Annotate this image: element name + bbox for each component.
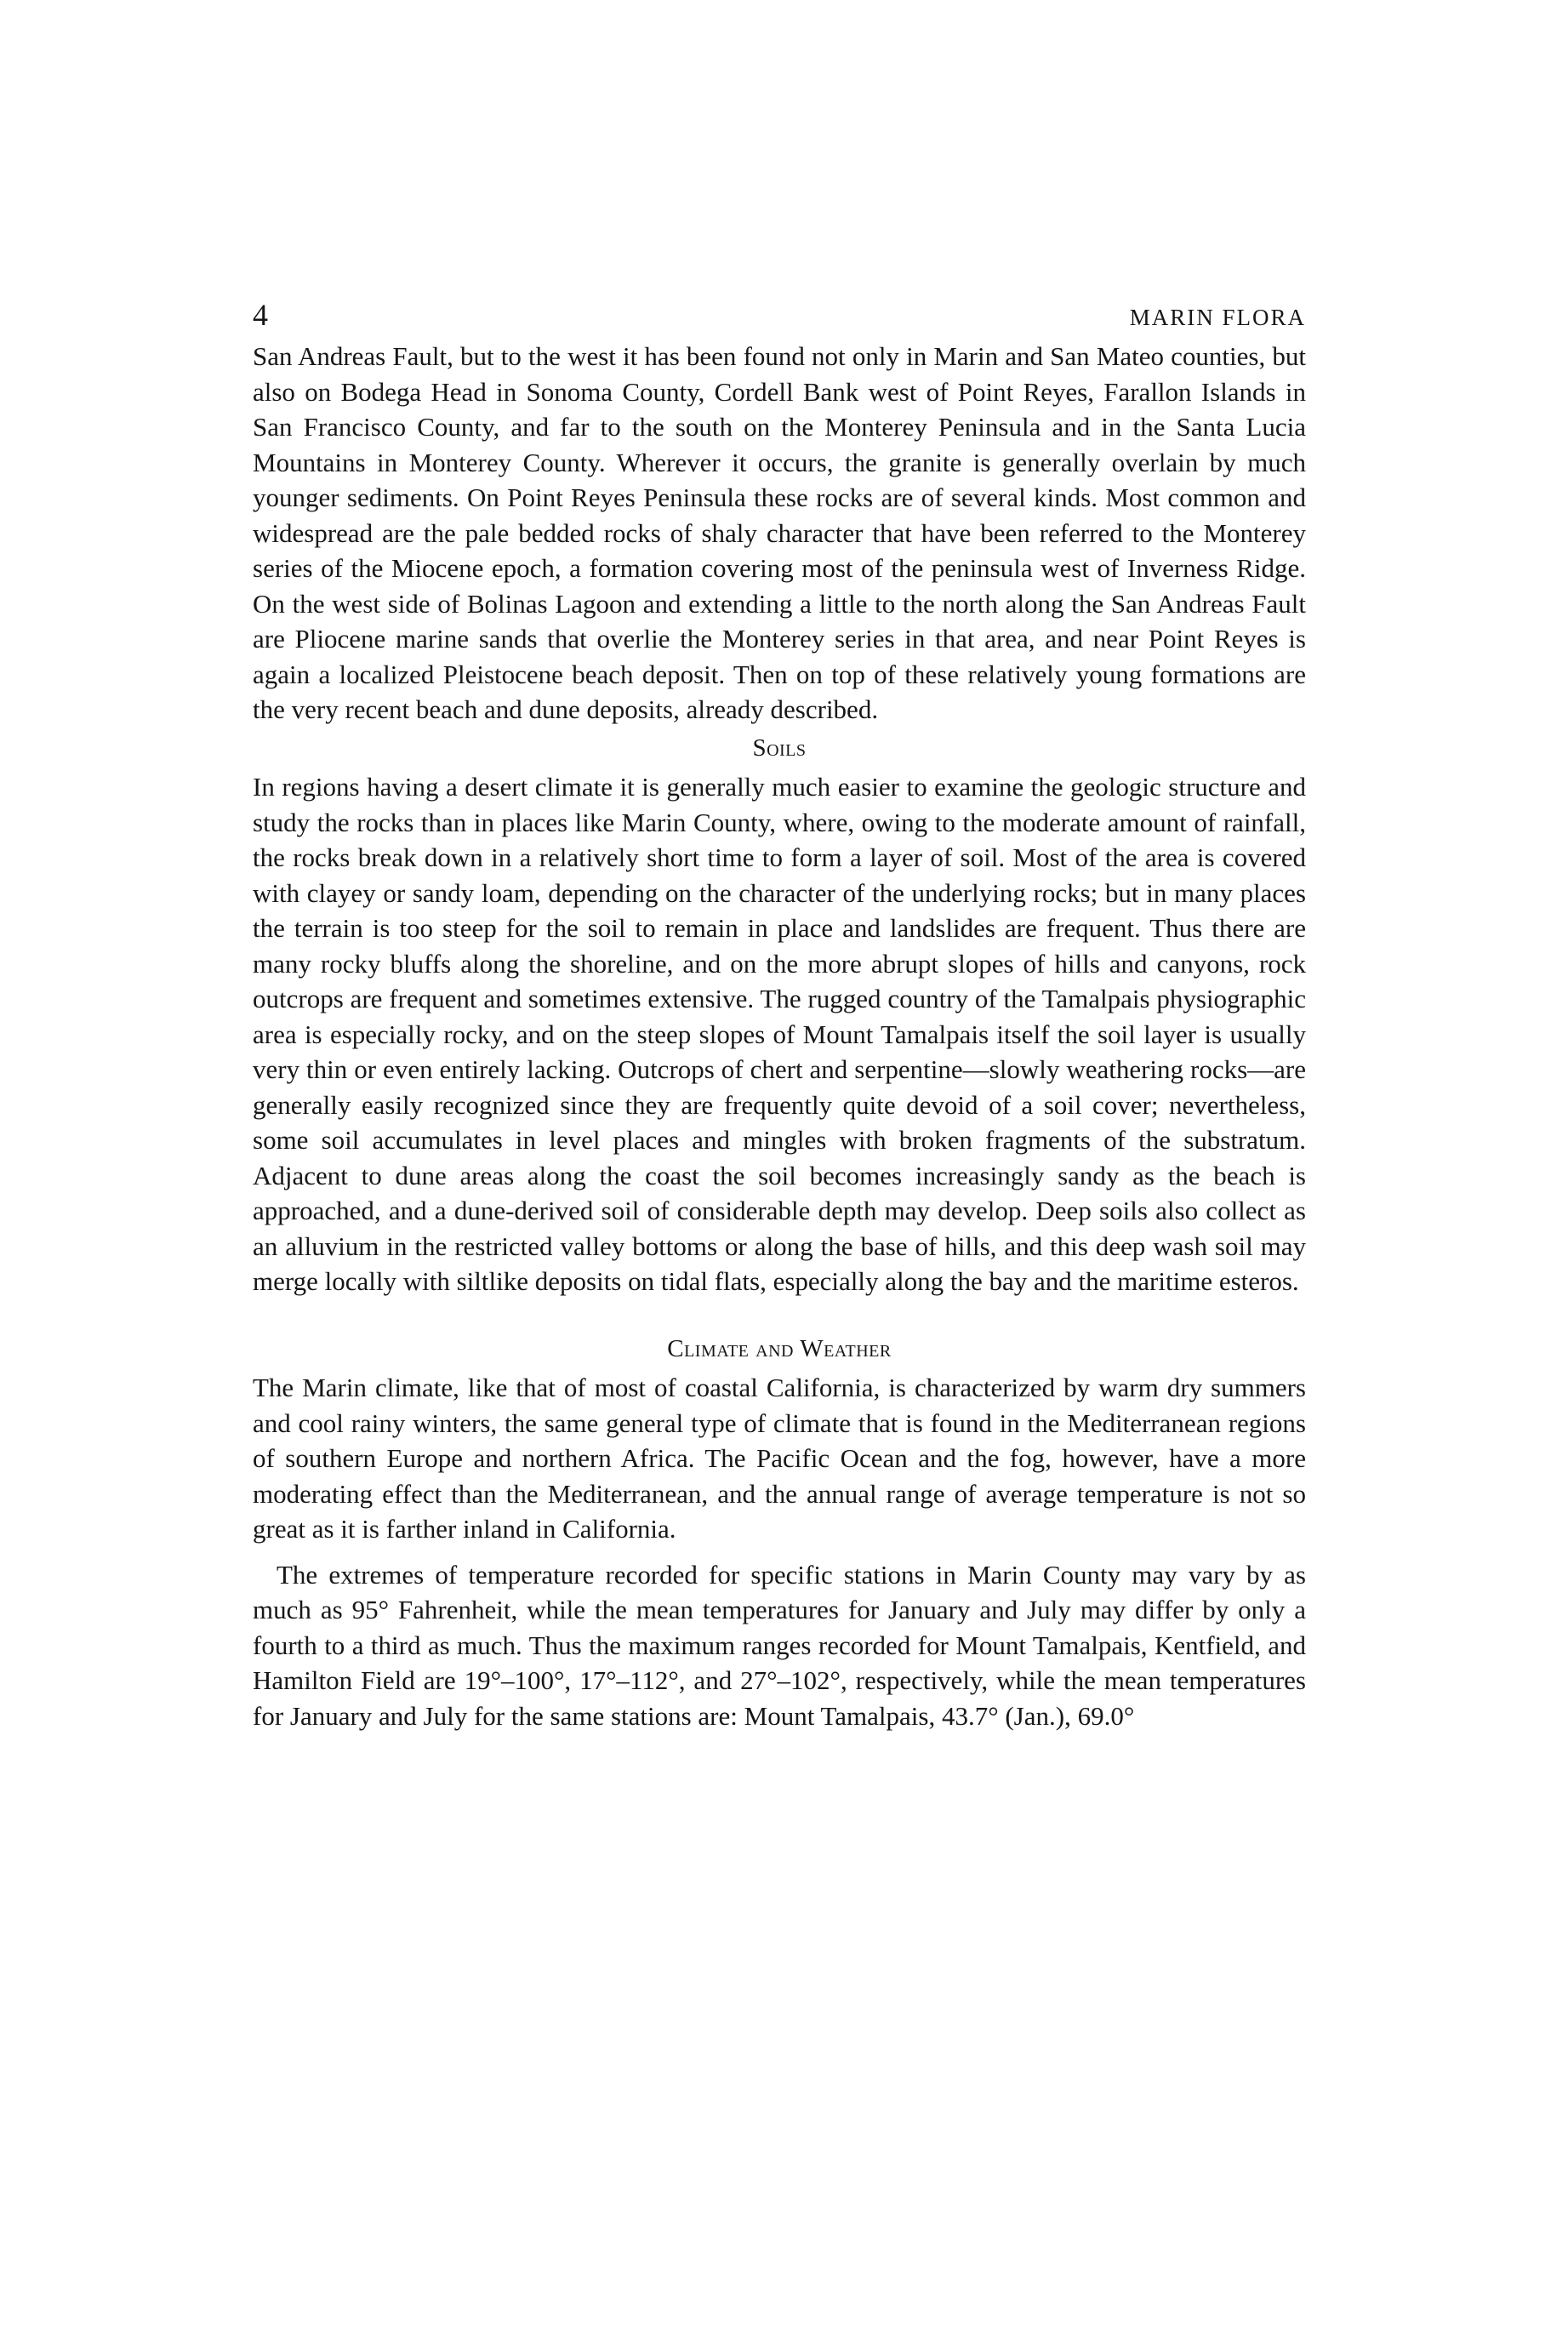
page-number: 4 <box>253 298 268 332</box>
intro-paragraph: San Andreas Fault, but to the west it has been found not only in Marin and San Mateo counties, but also on Bodega Head in Sonoma County, Cordell Bank west of Point Reyes, Farallon Islands in San Francisco County, and far to the south on the Monterey Peninsula and in the Santa Lucia Mountains in Monterey County. Wherever it occurs, the granite is generally overlain by much younger sediments. On Point Reyes Peninsula these rocks are of several kinds. Most common and widespread are the pale bedded rocks of shaly character that have been referred to the Monterey series of the Miocene epoch, a formation covering most of the peninsula west of Inverness Ridge. On the west side of Bolinas Lagoon and extending a little to the north along the San Andreas Fault are Pliocene marine sands that overlie the Monterey series in that area, and near Point Reyes is again a localized Pleistocene beach deposit. Then on top of these relatively young formations are the very recent beach and dune deposits, already described. <box>253 341 1306 724</box>
section-heading-climate: Climate and Weather <box>667 1334 892 1362</box>
book-page <box>253 296 1306 1733</box>
section-heading-soils: Soils <box>752 734 807 762</box>
climate-paragraph-2: The extremes of temperature recorded for specific stations in Marin County may vary by as much as 95° Fahrenheit, while the mean temperatures for January and July may differ by only a fourth to a third as much. Thus the maximum ranges recorded for Mount Tamalpais, Kentfield, and Hamilton Field are 19°–100°, 17°–112°, and 27°–102°, respectively, while the mean temperatures for January and July for the same stations are: Mount Tamalpais, 43.7° (Jan.), 69.0° <box>253 1559 1306 1731</box>
running-title: MARIN FLORA <box>1129 305 1306 330</box>
running-header <box>253 296 1306 334</box>
soils-paragraph: In regions having a desert climate it is generally much easier to examine the geologic structure and study the rocks than in places like Marin County, where, owing to the moderate amount of rainfall, the rocks break down in a relatively short time to form a layer of soil. Most of the area is covered with clayey or sandy loam, depending on the character of the underlying rocks; but in many places the terrain is too steep for the soil to remain in place and landslides are frequent. Thus there are many rocky bluffs along the shoreline, and on the more abrupt slopes of hills and canyons, rock outcrops are frequent and sometimes extensive. The rugged country of the Tamalpais physiographic area is especially rocky, and on the steep slopes of Mount Tamalpais itself the soil layer is usually very thin or even entirely lacking. Outcrops of chert and serpentine—slowly weathering rocks—are generally easily recognized since they are frequently quite devoid of a soil cover; nevertheless, some soil accumulates in level places and mingles with broken fragments of the substratum. Adjacent to dune areas along the coast the soil becomes increasingly sandy as the beach is approached, and a dune-derived soil of considerable depth may develop. Deep soils also collect as an alluvium in the restricted valley bottoms or along the base of hills, and this deep wash soil may merge locally with siltlike deposits on tidal flats, especially along the bay and the maritime esteros. <box>253 772 1306 1296</box>
climate-paragraph-1: The Marin climate, like that of most of coastal California, is characterized by warm dry summers and cool rainy winters, the same general type of climate that is found in the Mediterranean regions of southern Europe and northern Africa. The Pacific Ocean and the fog, however, have a more moderating effect than the Mediterranean, and the annual range of average temperature is not so great as it is farther inland in California. <box>253 1373 1306 1544</box>
